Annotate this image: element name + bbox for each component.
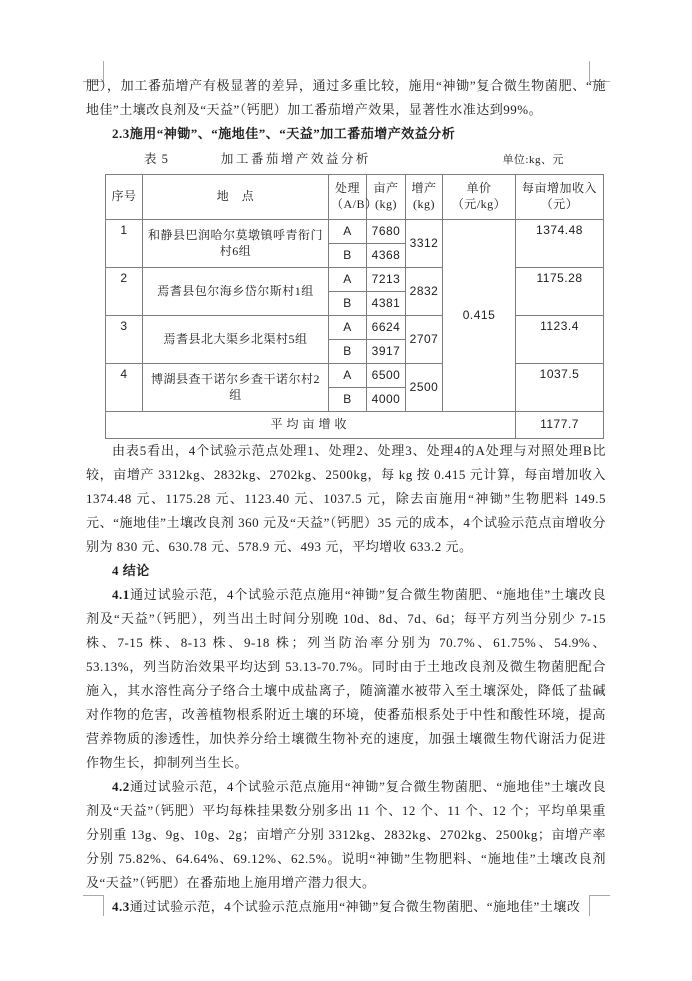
cell-treatment-b: B xyxy=(329,244,367,268)
header-no: 序号 xyxy=(106,175,143,220)
cell-location: 博湖县查干诺尔乡查干诺尔村2组 xyxy=(143,364,329,412)
table-row xyxy=(106,364,604,388)
header-increase: 增产 (kg) xyxy=(406,175,443,220)
cell-yield-b: 4368 xyxy=(367,244,406,268)
table-row xyxy=(106,220,604,244)
cell-location: 焉耆县北大渠乡北渠村5组 xyxy=(143,316,329,364)
table-caption xyxy=(86,149,606,171)
paragraph-4-2-number: 4.2 xyxy=(112,779,130,794)
cell-increase: 3312 xyxy=(406,220,443,268)
cell-increase: 2707 xyxy=(406,316,443,364)
paragraph-4-3 xyxy=(86,895,606,919)
cell-treatment-b: B xyxy=(329,340,367,364)
table-label: 表 5 xyxy=(144,152,169,166)
paragraph-4-3-number: 4.3 xyxy=(112,899,130,914)
paragraph-4-2-text: 通过试验示范，4个试验示范点施用“神锄”复合微生物菌肥、“施地佳”土壤改良剂及“天益”（钙肥）平均每株挂果数分别多出 11 个、12 个、11 个、12 个；平均单果重分别重 13g、9g、10g、2g；亩增产分别 3312kg、2832kg、2702kg、2500kg；亩增产率分别 75.82%、64.64%、69.12%、62.5%。说明“神锄”生物肥料、“施地佳”土壤改良剂及“天益”（钙肥）在番茄地上施用增产潜力很大。 xyxy=(86,779,606,890)
cell-increase: 2832 xyxy=(406,268,443,316)
cell-treatment-a: A xyxy=(329,220,367,244)
paragraph-4-3-text: 通过试验示范，4个试验示范点施用“神锄”复合微生物菌肥、“施地佳”土壤改 xyxy=(129,899,581,914)
table-footer-row xyxy=(106,412,604,439)
header-location: 地 点 xyxy=(143,175,329,220)
paragraph-4-1 xyxy=(86,583,606,775)
cell-location: 焉耆县包尔海乡岱尔斯村1组 xyxy=(143,268,329,316)
cell-treatment-a: A xyxy=(329,364,367,388)
cell-income: 1037.5 xyxy=(516,364,604,412)
table-row xyxy=(106,316,604,340)
cell-yield-a: 6624 xyxy=(367,316,406,340)
cell-no: 1 xyxy=(106,220,143,268)
table-header-row xyxy=(106,175,604,220)
cell-treatment-a: A xyxy=(329,268,367,292)
cell-income: 1374.48 xyxy=(516,220,604,268)
page-content xyxy=(86,74,606,919)
footer-label: 平均亩增收 xyxy=(106,412,516,439)
header-unit-price: 单价 （元/kg） xyxy=(443,175,516,220)
cell-treatment-b: B xyxy=(329,388,367,412)
table-title: 加工番茄增产效益分析 xyxy=(220,152,371,166)
cell-yield-b: 4000 xyxy=(367,388,406,412)
cell-unit-price: 0.415 xyxy=(443,220,516,412)
header-treatment: 处理 （A/B） xyxy=(329,175,367,220)
cell-no: 2 xyxy=(106,268,143,316)
paragraph-continuation: 肥），加工番茄增产有极显著的差异，通过多重比较，施用“神锄”复合微生物菌肥、“施地佳”土壤改良剂及“天益”（钙肥）加工番茄增产效果，显著性水准达到99%。 xyxy=(86,78,606,117)
cell-yield-b: 4381 xyxy=(367,292,406,316)
cell-treatment-b: B xyxy=(329,292,367,316)
paragraph-4-1-number: 4.1 xyxy=(112,587,130,602)
cell-income: 1123.4 xyxy=(516,316,604,364)
header-income: 每亩增加收入 （元） xyxy=(516,175,604,220)
cell-increase: 2500 xyxy=(406,364,443,412)
paragraph-4-2 xyxy=(86,775,606,895)
section-heading-4: 4 结论 xyxy=(112,563,150,578)
header-yield: 亩产 (kg) xyxy=(367,175,406,220)
cell-no: 4 xyxy=(106,364,143,412)
table-unit-note: 单位:kg、元 xyxy=(502,154,564,166)
cell-yield-a: 7680 xyxy=(367,220,406,244)
paragraph-table-analysis: 由表5看出，4个试验示范点处理1、处理2、处理3、处理4的A处理与对照处理B比较，亩增产 3312kg、2832kg、2702kg、2500kg，每 kg 按 0.415 元计算，每亩增加收入 1374.48 元、1175.28 元、1123.40 元、1037.5 元，除去亩施用“神锄”生物肥料 149.5 元、“施地佳”土壤改良剂 360 元及“天益”（钙肥）35 元的成本，4个试验示范点亩增收分别为 830 元、630.78 元、578.9 元、493 元，平均增收 633.2 元。 xyxy=(86,443,606,554)
cell-income: 1175.28 xyxy=(516,268,604,316)
cell-no: 3 xyxy=(106,316,143,364)
cell-yield-b: 3917 xyxy=(367,340,406,364)
section-heading-2-3: 2.3施用“神锄”、“施地佳”、“天益”加工番茄增产效益分析 xyxy=(112,126,456,141)
yield-benefit-table xyxy=(105,174,604,439)
cell-yield-a: 7213 xyxy=(367,268,406,292)
footer-value: 1177.7 xyxy=(516,412,604,439)
cell-treatment-a: A xyxy=(329,316,367,340)
cell-yield-a: 6500 xyxy=(367,364,406,388)
table-row xyxy=(106,268,604,292)
cell-location: 和静县巴润哈尔莫墩镇呼青衔门村6组 xyxy=(143,220,329,268)
paragraph-4-1-text: 通过试验示范，4个试验示范点施用“神锄”复合微生物菌肥、“施地佳”土壤改良剂及“天益”（钙肥），列当出土时间分别晚 10d、8d、7d、6d；每平方列当分别少 7-15 株、7-15 株、8-13 株、9-18 株；列当防治率分别为 70.7%、61.75%、54.9%、53.13%，列当防治效果平均达到 53.13-70.7%。同时由于土地改良剂及微生物菌肥配合施入，其水溶性高分子络合土壤中成盐离子，随滴灌水被带入至土壤深处，降低了盐碱对作物的危害，改善植物根系附近土壤的环境，使番茄根系处于中性和酸性环境，提高营养物质的渗透性，加快养分给土壤微生物补充的速度，加强土壤微生物代谢活力促进作物生长，抑制列当生长。 xyxy=(86,587,606,770)
